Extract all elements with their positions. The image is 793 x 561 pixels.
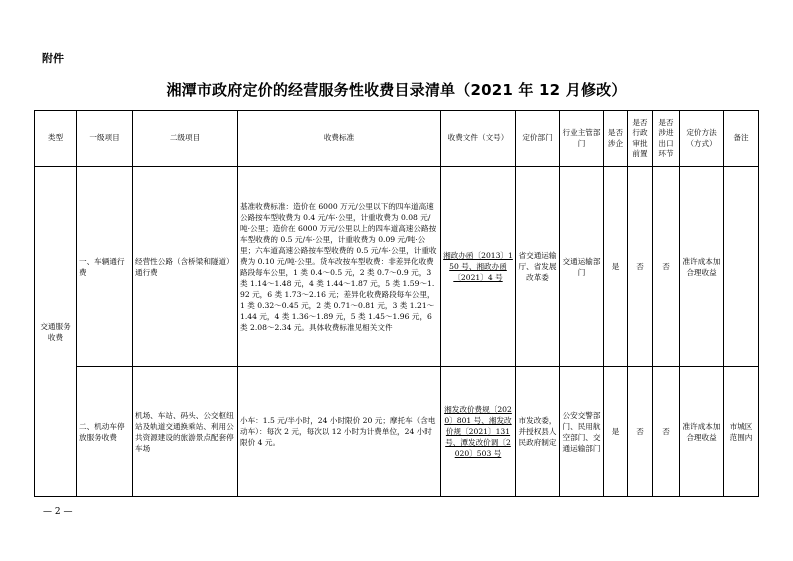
pricing-dept-cell: 市发改委，并授权县人民政府制定 [516, 367, 560, 497]
import-export-cell: 否 [653, 167, 680, 367]
industry-dept-cell: 公安交警部门、民用航空部门、交通运输部门 [560, 367, 604, 497]
table-header-row [35, 111, 759, 167]
header-category: 类型 [35, 111, 77, 167]
involves-enterprise-cell: 是 [604, 167, 628, 367]
import-export-cell: 否 [653, 367, 680, 497]
category-cell: 交通服务收费 [35, 167, 77, 497]
header-pricing-method: 定价方法（方式） [680, 111, 724, 167]
industry-dept-cell: 交通运输部门 [560, 167, 604, 367]
header-import-export: 是否涉进出口环节 [653, 111, 680, 167]
header-pre-approval: 是否行政审批前置 [628, 111, 653, 167]
level1-cell: 一、车辆通行费 [77, 167, 133, 367]
attachment-label: 附件 [42, 52, 64, 65]
table-row [35, 167, 759, 367]
pricing-dept-cell: 省交通运输厅、省发展改革委 [516, 167, 560, 367]
header-involves-enterprise: 是否涉企 [604, 111, 628, 167]
header-remarks: 备注 [724, 111, 759, 167]
document-link[interactable]: 湘政办函〔2013〕150 号、湘政办函〔2021〕4 号 [441, 167, 516, 367]
level1-cell: 二、机动车停放服务收费 [77, 367, 133, 497]
header-pricing-dept: 定价部门 [516, 111, 560, 167]
level2-cell: 经营性公路（含桥梁和隧道）通行费 [133, 167, 238, 367]
pricing-method-cell: 准许成本加合理收益 [680, 367, 724, 497]
level2-cell: 机场、车站、码头、公交枢纽站及轨道交通换乘站、利用公共资源建设的旅游景点配套停车场 [133, 367, 238, 497]
header-industry-dept: 行业主管部门 [560, 111, 604, 167]
page-number: — 2 — [43, 507, 73, 517]
header-level1: 一级项目 [77, 111, 133, 167]
header-document: 收费文件（文号） [441, 111, 516, 167]
remarks-cell: 市城区范围内 [724, 367, 759, 497]
fee-table [34, 110, 759, 497]
table-row [35, 367, 759, 497]
header-standard: 收费标准 [238, 111, 441, 167]
involves-enterprise-cell: 是 [604, 367, 628, 497]
pre-approval-cell: 否 [628, 167, 653, 367]
remarks-cell [724, 167, 759, 367]
page-title: 湘潭市政府定价的经营服务性收费目录清单（2021 年 12 月修改） [166, 81, 627, 99]
standard-cell: 小车：1.5 元/半小时，24 小时限价 20 元；摩托车（含电动车）：每次 2 元，每次以 12 小时为计费单位，24 小时限价 4 元。 [238, 367, 441, 497]
pricing-method-cell: 准许成本加合理收益 [680, 167, 724, 367]
document-link[interactable]: 湘发改价费规〔2020〕801 号、湘发改价规〔2021〕131 号、潭发改价调〔2020〕503 号 [441, 367, 516, 497]
pre-approval-cell: 否 [628, 367, 653, 497]
standard-cell: 基准收费标准：造价在 6000 万元/公里以下的四车道高速公路按车型收费为 0.4 元/车·公里，计重收费为 0.08 元/吨·公里；造价在 6000 万元/公里以上的四车道高速公路按车型收费的 0.5 元/车·公里，计重收费为 0.09 元/吨·公里；六车道高速公路按车型收费的 0.5 元/车·公里，计重收费为 0.10 元/吨·公里。货车改按车型收费：非差异化收费路段每车公里，1 类 0.4～0.5 元，2 类 0.7～0.9 元，3 类 1.14～1.48 元，4 类 1.44～1.87 元，5 类 1.59～1.92 元，6 类 1.73～2.16 元；差异化收费路段每车公里，1 类 0.32～0.45 元，2 类 0.71～0.81 元，3 类 1.21～1.44 元，4 类 1.36～1.89 元，5 类 1.45～1.96 元，6 类 2.08～2.34 元。具体收费标准见相关文件 [238, 167, 441, 367]
header-level2: 二级项目 [133, 111, 238, 167]
